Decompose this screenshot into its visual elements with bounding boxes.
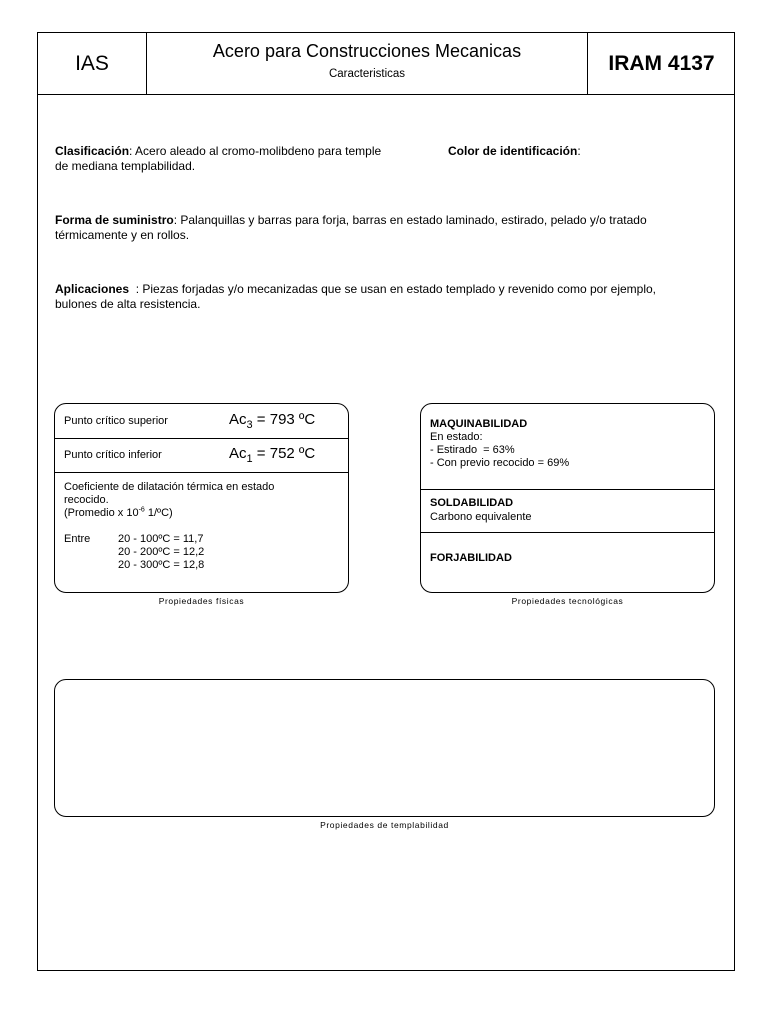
- range-value: 20 - 100ºC = 11,7: [118, 533, 204, 545]
- aplicaciones-text-2: bulones de alta resistencia.: [55, 297, 201, 311]
- forma-suministro-text-2: térmicamente y en rollos.: [55, 228, 190, 242]
- dilatacion-line-2: recocido.: [64, 494, 109, 506]
- maquinabilidad-title: MAQUINABILIDAD: [430, 418, 528, 430]
- punto-critico-superior-value: [229, 411, 315, 431]
- color-identificacion-label: Color de identificación: [448, 144, 578, 158]
- row-divider: [421, 489, 714, 490]
- forjabilidad-title: FORJABILIDAD: [430, 552, 512, 564]
- propiedades-templabilidad-caption: Propiedades de templabilidad: [320, 820, 449, 830]
- ac3-subscript: 3: [246, 419, 253, 431]
- range-value: 20 - 300ºC = 12,8: [118, 559, 205, 571]
- promedio-suffix: 1/ºC): [144, 507, 173, 519]
- soldabilidad-title: SOLDABILIDAD: [430, 497, 514, 509]
- propiedades-fisicas-box: [54, 403, 349, 593]
- punto-critico-superior-label: Punto crítico superior: [64, 415, 168, 427]
- ac1-subscript: 1: [246, 453, 253, 465]
- promedio-prefix: (Promedio x 10: [64, 507, 139, 519]
- aplicaciones-text-1: : Piezas forjadas y/o mecanizadas que se usan en estado templado y revenido como por ejemplo,: [129, 282, 656, 296]
- ac1-value: = 752 ºC: [252, 445, 316, 462]
- header-center: [147, 33, 587, 94]
- propiedades-tecnologicas-box: [420, 403, 715, 593]
- color-identificacion-section: [448, 144, 698, 159]
- promedio-exponent: -6: [138, 506, 145, 514]
- propiedades-tecnologicas-caption: Propiedades tecnológicas: [511, 596, 624, 606]
- clasificacion-label: Clasificación: [55, 144, 130, 158]
- clasificacion-text-2: de mediana templabilidad.: [55, 159, 196, 173]
- forma-suministro-text-1: : Palanquillas y barras para forja, barras en estado laminado, estirado, pelado y/o tratado: [173, 213, 647, 227]
- aplicaciones-label: Aplicaciones: [55, 282, 130, 296]
- punto-critico-inferior-value: [229, 445, 315, 465]
- maquinabilidad-line: En estado:: [430, 431, 483, 443]
- dilatacion-line-1: Coeficiente de dilatación térmica en estado: [64, 481, 275, 493]
- clasificacion-section: [55, 144, 435, 174]
- header-right-label: IRAM 4137: [587, 33, 735, 94]
- document-title: Acero para Construcciones Mecanicas: [212, 41, 522, 61]
- propiedades-templabilidad-box: [54, 679, 715, 817]
- header: [38, 33, 734, 95]
- forma-suministro-label: Forma de suministro: [55, 213, 174, 227]
- range-value: 20 - 200ºC = 12,2: [118, 546, 205, 558]
- soldabilidad-text: Carbono equivalente: [430, 511, 532, 523]
- clasificacion-text-1: : Acero aleado al cromo-molibdeno para temple: [129, 144, 382, 158]
- punto-critico-inferior-label: Punto crítico inferior: [64, 449, 162, 461]
- maquinabilidad-line: - Con previo recocido = 69%: [430, 457, 570, 469]
- document-subtitle: Caracteristicas: [328, 68, 406, 80]
- row-divider: [55, 472, 348, 473]
- color-identificacion-suffix: :: [577, 144, 581, 158]
- dilatacion-text: [64, 481, 334, 520]
- ac3-symbol: Ac: [229, 411, 247, 428]
- forma-suministro-section: [55, 213, 735, 243]
- header-left-label: IAS: [38, 33, 147, 94]
- ac1-symbol: Ac: [229, 445, 247, 462]
- row-divider: [55, 438, 348, 439]
- ac3-value: = 793 ºC: [252, 411, 316, 428]
- maquinabilidad-line: - Estirado = 63%: [430, 444, 515, 456]
- entre-label: Entre: [64, 533, 91, 545]
- row-divider: [421, 532, 714, 533]
- propiedades-fisicas-caption: Propiedades físicas: [158, 596, 245, 606]
- aplicaciones-section: [55, 282, 735, 312]
